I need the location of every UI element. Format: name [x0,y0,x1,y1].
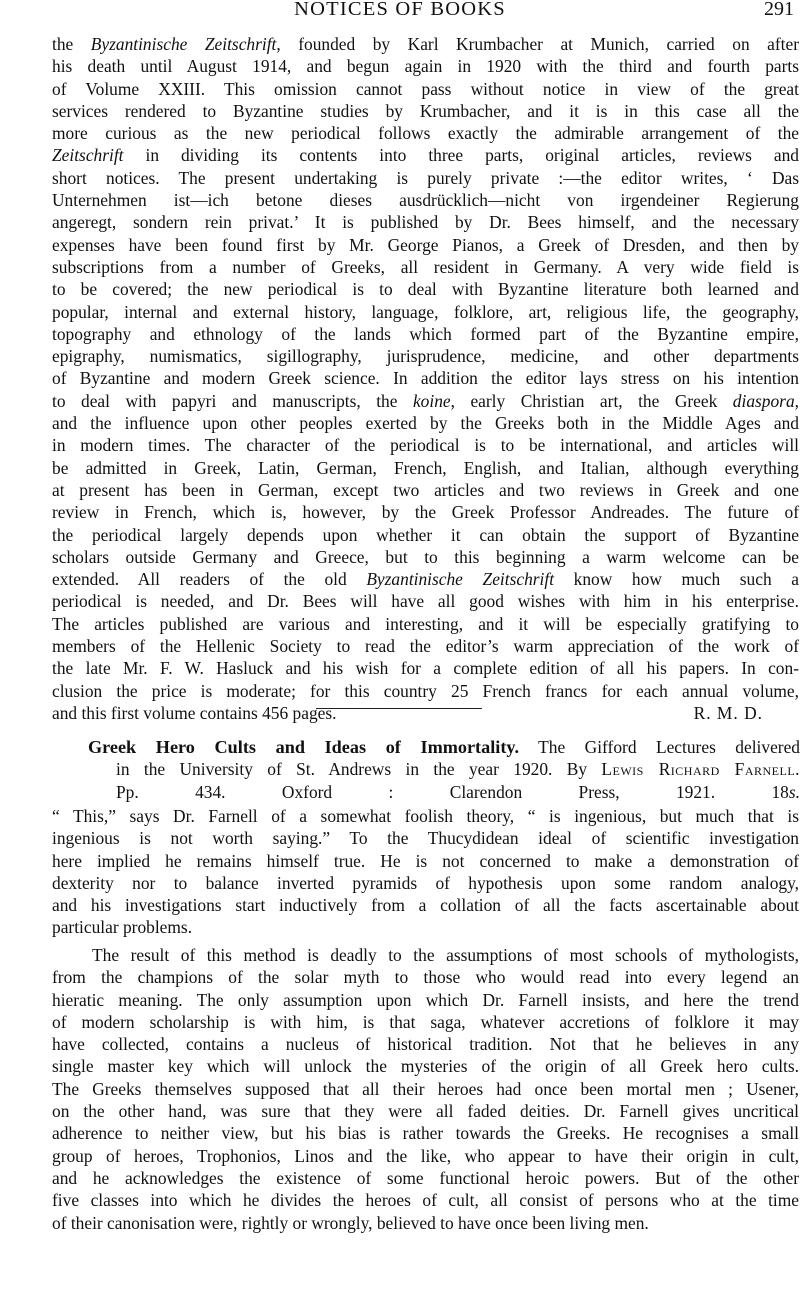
text-line: single master key which will unlock the mysteries of the origin of all Greek hero cults. [52,1056,799,1077]
text-line [52,680,799,702]
text-line [52,457,799,479]
text-line: The result of this method is deadly to the assumptions of most schools of mythologists, [92,945,799,965]
text-segment: Unternehmen ist—ich betone dieses ausdrücklich—nicht von irgendeiner Regierung [52,190,799,211]
text-segment: subscriptions from a number of Greeks, all resident in Germany. A very wide field is [52,256,799,277]
text-segment: of Byzantine and modern Greek science. In addition the editor lays stress on his intention [52,368,799,389]
text-segment: the periodical largely depends upon whether it can obtain the support of Byzantine [52,524,799,545]
text-line [52,33,799,55]
text-line [52,412,799,434]
review-heading-line [88,781,800,803]
text-line: five classes into which he divides the heroes of cult, all consist of persons who at the time [52,1190,799,1211]
review-publication: Pp. 434. Oxford : Clarendon Press, 1921. 18 [116,781,789,802]
text-segment: at present has been in German, except two articles and two reviews in Greek and one [52,479,799,500]
text-line: group of heroes, Trophonios, Linos and the like, who appear to have their origin in cult, [52,1145,799,1166]
text-line: have collected, contains a nucleus of historical tradition. Not that he believes in any [52,1034,799,1055]
text-line: from the champions of the solar myth to those who would read into every legend an [52,967,799,988]
review-price-unit: s. [788,781,800,802]
text-line: on the other hand, was sure that they were all faded deities. Dr. Farnell gives uncritical [52,1101,799,1122]
running-head [0,0,800,22]
review-paragraph-2 [52,944,799,1234]
text-segment: and the influence upon other peoples exerted by the Greeks both in the Middle Ages and [52,413,799,434]
text-line [52,657,799,679]
text-line: dexterity nor to balance inverted pyramids of hypothesis upon some random analogy, [52,872,799,893]
text-segment: periodical is needed, and Dr. Bees will have all good wishes with him in his enterprise. [52,591,799,612]
review-heading [88,736,800,803]
text-line [52,702,799,724]
text-segment: the [52,34,91,54]
text-segment: the late Mr. F. W. Hasluck and his wish for a complete edition of all his papers. In con- [52,658,799,679]
text-segment: more curious as the new periodical follows exactly the admirable arrangement of the [52,123,799,144]
text-line [52,568,799,590]
text-segment: in modern times. The character of the periodical is to be international, and articles will [52,435,799,456]
notice-body [52,33,799,724]
text-segment: epigraphy, numismatics, sigillography, jurisprudence, medicine, and other departments [52,346,799,367]
text-segment: , founded by Karl Krumbacher at Munich, carried on after [276,34,800,54]
text-segment: The articles published are various and interesting, and it will be especially gratifying to [52,613,799,634]
text-segment: , early Christian art, the Greek [450,390,733,411]
text-segment: know how much such a [554,569,799,590]
text-segment: expenses have been found first by Mr. George Pianos, a Greek of Dresden, and then by [52,234,799,255]
text-line: of modern scholarship is with him, is that saga, whatever accretions of folklore it may [52,1011,799,1032]
text-segment: , [794,390,799,411]
text-line [52,367,799,389]
text-segment: members of the Hellenic Society to read the editor’s warm appreciation of the work of [52,636,799,657]
text-line [52,301,799,323]
review-subtitle: The Gifford Lectures delivered [538,737,800,757]
text-line: The Greeks themselves supposed that all their heroes had once been mortal men ; Usener, [52,1078,799,1099]
italic-segment: koine [412,390,451,411]
text-line: “ This,” says Dr. Farnell of a somewhat foolish theory, “ is ingenious, but much that is [52,806,799,826]
text-line: and he acknowledges the existence of some functional heroic powers. But of the other [52,1167,799,1188]
text-segment: be admitted in Greek, Latin, German, French, English, and Italian, although everything [52,457,799,478]
italic-segment: Byzantinische Zeitschrift [366,569,555,590]
text-line: hieratic meaning. The only assumption upon which Dr. Farnell insists, and here the trend [52,989,799,1010]
text-segment: to deal with papyri and manuscripts, the [52,390,413,411]
text-line [52,167,799,189]
text-line [52,144,799,166]
italic-segment: diaspora [732,390,795,411]
running-title: NOTICES OF BOOKS [294,0,506,20]
text-segment: clusion the price is moderate; for this country 25 French francs for each annual volume, [52,680,799,701]
text-line [52,524,799,546]
text-line [52,323,799,345]
text-segment: extended. All readers of the old [52,569,367,590]
page-number: 291 [764,0,794,20]
text-line [52,256,799,278]
section-divider [316,708,482,709]
review-paragraph-1 [52,805,799,939]
text-segment: scholars outside Germany and Greece, but to this beginning a warm welcome can be [52,546,799,567]
italic-segment: Byzantinische Zeitschrift [90,34,277,54]
text-line: adherence to neither view, but his bias is rather towards the Greeks. He recognises a small [52,1123,799,1144]
text-segment: to be covered; the new periodical is to deal with Byzantine literature both learned and [52,279,799,300]
text-line [52,479,799,501]
text-segment: review in French, which is, however, by the Greek Professor Andreades. The future of [52,502,799,523]
text-segment: popular, internal and external history, language, folklore, art, religious life, the geography, [52,301,799,322]
reviewer-signature: R. M. D. [693,702,763,723]
italic-segment: Zeitschrift [52,145,124,166]
review-author: Lewis Richard Farnell. [601,759,800,780]
text-line [52,211,799,233]
review-heading-line [88,736,800,758]
text-line [52,55,799,77]
text-line [52,122,799,144]
review-title: Greek Hero Cults and Ideas of Immortality. [88,737,520,757]
review-heading-line [88,758,800,780]
text-line [52,635,799,657]
text-line [52,390,799,412]
text-line: here implied he remains himself true. He is not concerned to make a demonstration of [52,850,799,871]
text-line [52,234,799,256]
text-segment: short notices. The present undertaking is purely private :—the editor writes, ‘ Das [52,167,799,188]
text-line: and his investigations start inductively from a collation of all the facts ascertainable about [52,895,799,916]
text-segment: topography and ethnology of the lands which formed part of the Byzantine empire, [52,323,799,344]
text-segment: of Volume XXIII. This omission cannot pass without notice in view of the great [52,78,799,99]
text-line [52,278,799,300]
text-line [52,546,799,568]
text-line [52,434,799,456]
text-segment: angeregt, sondern rein privat.’ It is published by Dr. Bees himself, and the necessary [52,212,799,233]
review-venue: in the University of St. Andrews in the year 1920. By [116,759,588,780]
text-line [52,100,799,122]
text-line: particular problems. [52,917,193,938]
text-segment: his death until August 1914, and begun again in 1920 with the third and fourth parts [52,56,799,77]
text-line: ingenious is not worth saying.” To the Thucydidean ideal of scientific investigation [52,828,799,849]
text-segment: services rendered to Byzantine studies by Krumbacher, and it is in this case all the [52,100,799,121]
text-segment: and this first volume contains 456 pages. [52,702,337,723]
text-line: of their canonisation were, rightly or wrongly, believed to have once been living men. [52,1212,649,1233]
text-line [52,590,799,612]
text-line [52,345,799,367]
text-line [52,501,799,523]
text-line [52,613,799,635]
text-line [52,78,799,100]
text-line [52,189,799,211]
text-segment: in dividing its contents into three parts, original articles, reviews and [123,145,799,166]
